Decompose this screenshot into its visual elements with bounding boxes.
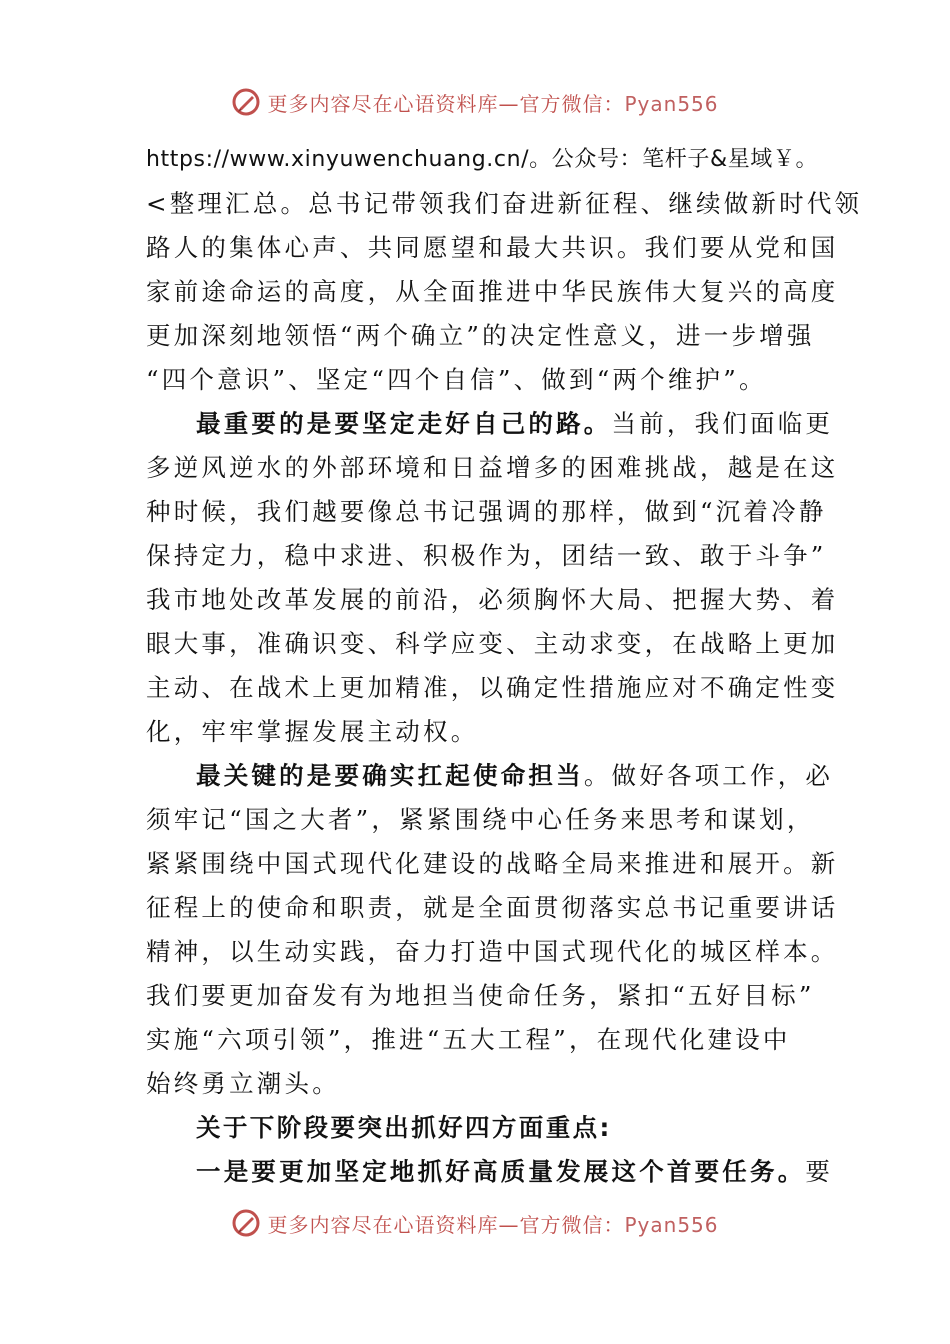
footer-banner bbox=[0, 1205, 950, 1241]
text-line: 眼大事，准确识变、科学应变、主动求变，在战略上更加 bbox=[146, 629, 839, 658]
text-line: 家前途命运的高度，从全面推进中华民族伟大复兴的高度 bbox=[146, 277, 839, 306]
paragraph-start-line bbox=[146, 754, 834, 798]
text-line: <整理汇总。总书记带领我们奋进新征程、继续做新时代领 bbox=[146, 189, 863, 218]
text-line: 始终勇立潮头。 bbox=[146, 1069, 340, 1098]
text-line: 更加深刻地领悟“两个确立”的决定性意义，进一步增强 bbox=[146, 321, 815, 350]
pen-logo-icon bbox=[231, 87, 261, 117]
paragraph-start-line bbox=[146, 1150, 834, 1194]
header-banner-text bbox=[267, 88, 718, 117]
text-line: “四个意识”、坚定“四个自信”、做到“两个维护”。 bbox=[146, 365, 767, 394]
paragraph-start-line bbox=[146, 402, 834, 446]
text-line: 须牢记“国之大者”，紧紧围绕中心任务来思考和谋划， bbox=[146, 805, 815, 834]
text-run: 当前，我们面临更 bbox=[611, 409, 834, 438]
text-line: 主动、在战术上更加精准，以确定性措施应对不确定性变 bbox=[146, 673, 839, 702]
text-line: 多逆风逆水的外部环境和日益增多的困难挑战，越是在这 bbox=[146, 453, 839, 482]
header-wechat-id: Pyan556 bbox=[624, 91, 719, 116]
text-line: 化，牢牢掌握发展主动权。 bbox=[146, 717, 479, 746]
text-line: 种时候，我们越要像总书记强调的那样，做到“沉着冷静 bbox=[146, 497, 827, 526]
bold-lead: 最关键的是要确实扛起使命担当 bbox=[196, 761, 584, 790]
text-run: 。做好各项工作，必 bbox=[583, 761, 834, 790]
text-line: 实施“六项引领”，推进“五大工程”，在现代化建设中 bbox=[146, 1025, 791, 1054]
text-line: 我市地处改革发展的前沿，必须胸怀大局、把握大势、着 bbox=[146, 585, 839, 614]
bold-lead: 一是要更加坚定地抓好高质量发展这个首要任务。 bbox=[196, 1157, 806, 1186]
text-line: 精神，以生动实践，奋力打造中国式现代化的城区样本。 bbox=[146, 937, 839, 966]
header-banner bbox=[0, 82, 950, 122]
text-line: 路人的集体心声、共同愿望和最大共识。我们要从党和国 bbox=[146, 233, 839, 262]
document-body bbox=[146, 138, 863, 1194]
text-line: 征程上的使命和职责，就是全面贯彻落实总书记重要讲话 bbox=[146, 893, 839, 922]
text-line: https://www.xinyuwenchuang.cn/。公众号：笔杆子&星域￥。 bbox=[146, 147, 819, 172]
text-line: 我们要更加奋发有为地担当使命任务，紧扣“五好目标” bbox=[146, 981, 815, 1010]
footer-wechat-id: Pyan556 bbox=[624, 1212, 719, 1237]
pen-logo-icon bbox=[231, 1208, 261, 1238]
text-run: 要 bbox=[805, 1157, 834, 1186]
text-line: 保持定力，稳中求进、积极作为，团结一致、敢于斗争” bbox=[146, 541, 827, 570]
bold-lead: 最重要的是要坚定走好自己的路。 bbox=[196, 409, 612, 438]
text-line: 紧紧围绕中国式现代化建设的战略全局来推进和展开。新 bbox=[146, 849, 839, 878]
footer-banner-label: 更多内容尽在心语资料库—官方微信： bbox=[267, 1212, 625, 1237]
section-heading: 关于下阶段要突出抓好四方面重点: bbox=[196, 1113, 612, 1142]
header-banner-label: 更多内容尽在心语资料库—官方微信： bbox=[267, 91, 625, 116]
footer-banner-text bbox=[267, 1209, 718, 1238]
